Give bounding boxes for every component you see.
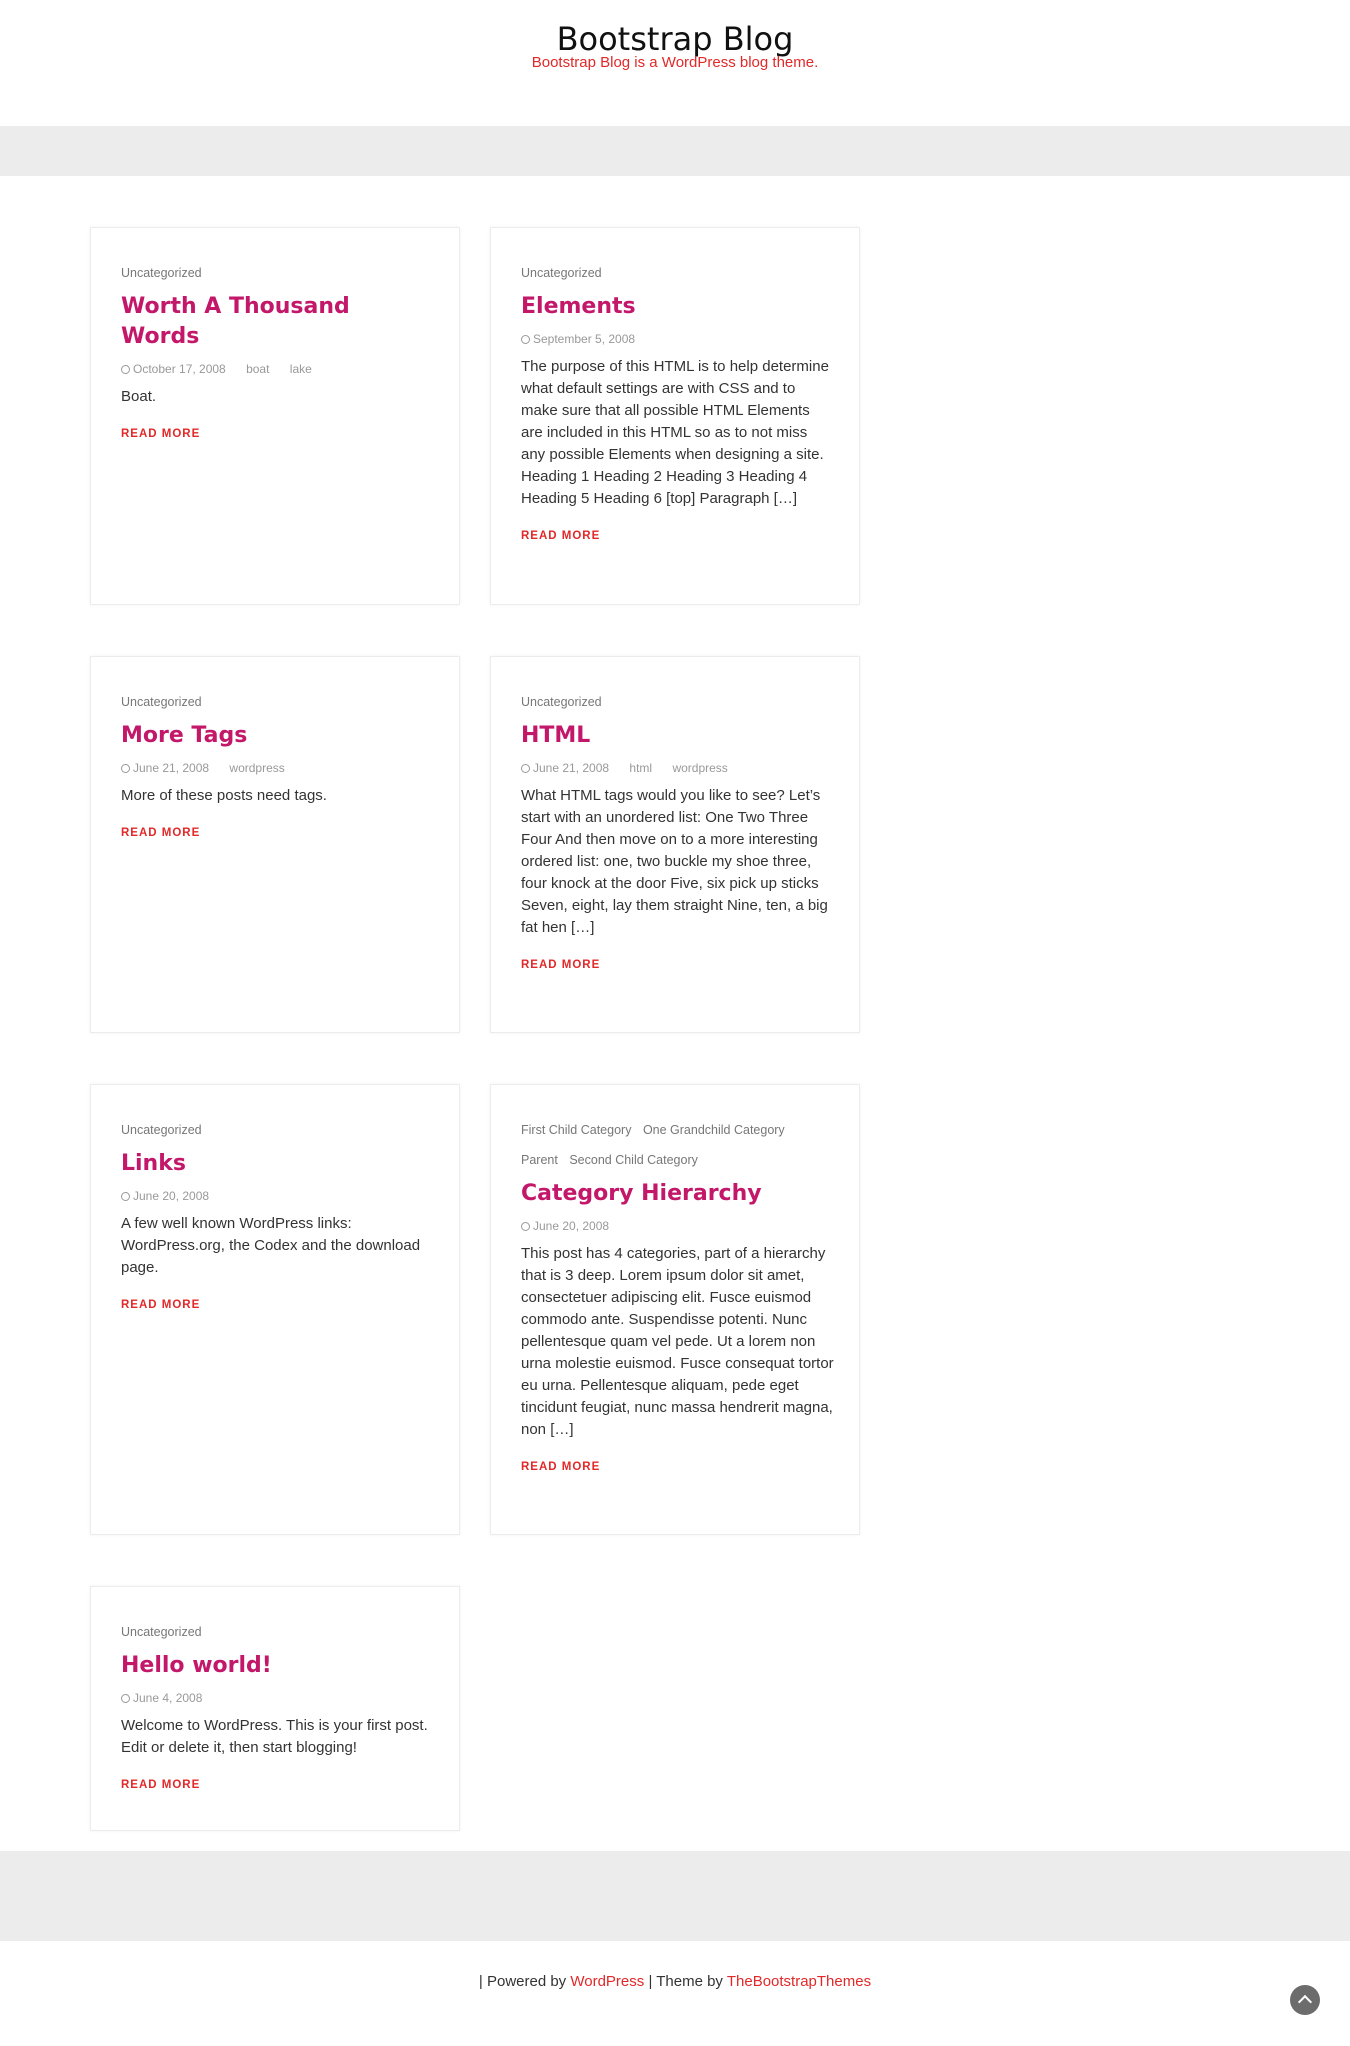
tag-link[interactable]: wordpress [672,761,728,775]
site-header [0,0,1350,126]
read-more-link[interactable]: READ MORE [121,827,201,839]
category-link[interactable]: Second Child Category [569,1153,698,1167]
post-card [90,656,460,1033]
category-link[interactable]: Uncategorized [121,266,202,280]
category-link[interactable]: Uncategorized [121,1123,202,1137]
site-footer [0,1973,1350,1990]
read-more-link[interactable]: READ MORE [121,428,201,440]
post-meta [521,759,835,777]
category-link[interactable]: Uncategorized [521,695,602,709]
post-title[interactable]: HTML [521,723,591,748]
post-date[interactable]: June 20, 2008 [533,1219,610,1233]
footer-middle: | Theme by [644,1973,727,1990]
post-excerpt: More of these posts need tags. [121,787,327,804]
post-title[interactable]: Links [121,1151,186,1176]
post-date[interactable]: June 20, 2008 [133,1189,210,1203]
wordpress-link[interactable]: WordPress [570,1973,645,1990]
read-more-link[interactable]: READ MORE [121,1299,201,1311]
category-link[interactable]: First Child Category [521,1123,632,1137]
tag-link[interactable]: lake [289,362,312,376]
clock-icon [121,764,130,773]
post-categories [521,258,835,288]
post-date[interactable]: September 5, 2008 [533,332,636,346]
category-link[interactable]: One Grandchild Category [642,1123,785,1137]
post-categories [121,1115,435,1145]
category-link[interactable]: Parent [521,1153,558,1167]
site-description: Bootstrap Blog is a WordPress blog theme. [531,54,819,71]
clock-icon [521,764,530,773]
post-card [490,1084,860,1535]
read-more-link[interactable]: READ MORE [521,1461,601,1473]
post-categories [121,258,435,288]
post-meta [121,1187,435,1205]
clock-icon [121,365,130,374]
post-date[interactable]: October 17, 2008 [133,362,226,376]
post-excerpt: Welcome to WordPress. This is your first post. Edit or delete it, then start blogging! [121,1717,428,1756]
read-more-link[interactable]: READ MORE [121,1779,201,1791]
chevron-up-icon[interactable] [1290,1985,1320,2015]
post-title[interactable]: More Tags [121,723,248,748]
site-title[interactable]: Bootstrap Blog [556,20,794,58]
post-excerpt: A few well known WordPress links: WordPress.org, the Codex and the download page. [121,1215,421,1276]
post-card [490,227,860,605]
clock-icon [121,1694,130,1703]
post-meta [521,330,835,348]
post-meta [121,1689,435,1707]
theme-link[interactable]: TheBootstrapThemes [726,1973,872,1990]
post-date[interactable]: June 21, 2008 [533,761,610,775]
tag-link[interactable]: boat [246,362,270,376]
post-meta [121,360,435,378]
post-date[interactable]: June 4, 2008 [133,1691,203,1705]
post-meta [521,1217,835,1235]
post-excerpt: This post has 4 categories, part of a hierarchy that is 3 deep. Lorem ipsum dolor sit amet, consectetuer adipiscing elit. Fusce euismod commodo ante. Suspendisse potenti. Nunc pellentesque quam vel pede. Ut a lorem non urna molestie euismod. Fusce consequat tortor eu urna. Pellentesque aliquam, pede eget tincidunt feugiat, nunc massa hendrerit magna, non […] [521,1245,834,1438]
post-excerpt: Boat. [121,388,157,405]
post-meta [121,759,435,777]
post-categories [121,687,435,717]
footer-prefix: | Powered by [478,1973,571,1990]
read-more-link[interactable]: READ MORE [521,530,601,542]
clock-icon [121,1192,130,1201]
post-card [90,227,460,605]
clock-icon [521,335,530,344]
post-title[interactable]: Hello world! [121,1653,272,1678]
post-title[interactable]: Elements [521,294,636,319]
post-excerpt: The purpose of this HTML is to help determine what default settings are with CSS and to make sure that all possible HTML Elements are included in this HTML so as to not miss any possible Elements when designing a site. Heading 1 Heading 2 Heading 3 Heading 4 Heading 5 Heading 6 [top] Paragraph […] [521,358,829,507]
post-date[interactable]: June 21, 2008 [133,761,210,775]
read-more-link[interactable]: READ MORE [521,959,601,971]
post-card [90,1084,460,1535]
post-title[interactable]: Worth A Thousand Words [121,294,350,349]
tag-link[interactable]: html [629,761,653,775]
navigation-bar [0,126,1350,176]
post-categories [521,1115,835,1175]
post-excerpt: What HTML tags would you like to see? Let’s start with an unordered list: One Two Three Four And then move on to a more interesting ordered list: one, two buckle my shoe three, four knock at the door Five, six pick up sticks Seven, eight, lay them straight Nine, ten, a big fat hen […] [521,787,828,936]
category-link[interactable]: Uncategorized [121,695,202,709]
post-card [490,656,860,1033]
tag-link[interactable]: wordpress [229,761,285,775]
post-card [90,1586,460,1831]
category-link[interactable]: Uncategorized [121,1625,202,1639]
post-title[interactable]: Category Hierarchy [521,1181,762,1206]
post-categories [521,687,835,717]
post-categories [121,1617,435,1647]
clock-icon [521,1222,530,1231]
category-link[interactable]: Uncategorized [521,266,602,280]
footer-widget-area [0,1851,1350,1941]
